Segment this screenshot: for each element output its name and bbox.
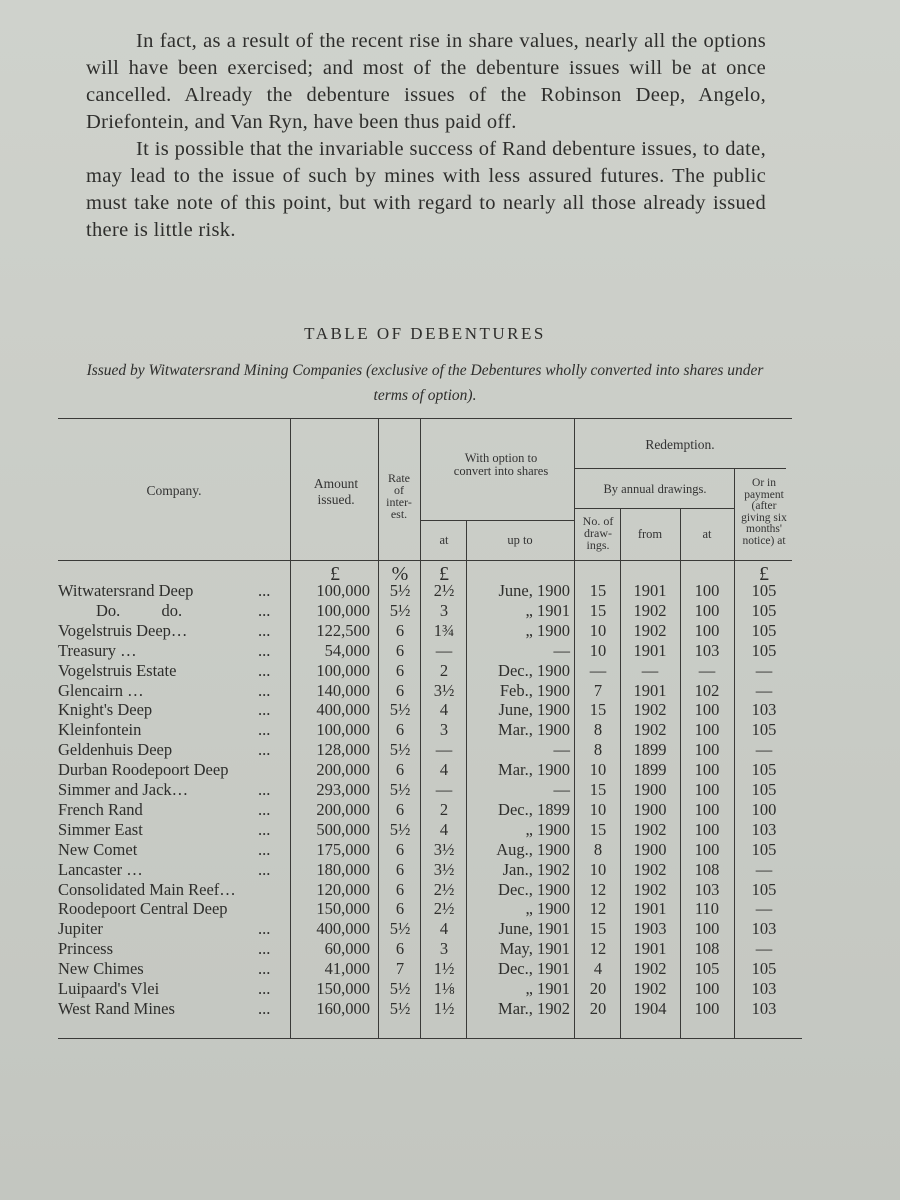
drawings-from-cell: 1902 <box>633 620 667 640</box>
header-at: at <box>439 533 449 547</box>
drawings-count-cell: 7 <box>593 680 603 700</box>
header-payment: Or in payment (after giving six months' notice) at <box>741 477 787 547</box>
option-upto-cell: „ 1901 <box>525 979 570 998</box>
drawings-from-cell: 1902 <box>633 959 667 979</box>
body-text <box>86 28 766 244</box>
rate-cell: 6 <box>395 859 405 879</box>
rate-cell: 6 <box>395 720 405 740</box>
company-cell: Vogelstruis Estate <box>58 660 177 680</box>
option-upto-cell: „ 1900 <box>525 899 570 919</box>
leader-dots: ... <box>258 581 271 600</box>
payment-cell: 105 <box>751 839 777 859</box>
payment-cell: 105 <box>751 600 777 620</box>
company-cell: Princess <box>58 939 113 959</box>
drawings-count-cell: 10 <box>589 760 607 780</box>
leader-dots: ... <box>258 859 271 879</box>
payment-cell: 103 <box>751 819 777 839</box>
redemption-at-cell: 100 <box>694 700 720 720</box>
redemption-at-cell: 100 <box>694 819 720 839</box>
company-cell: Roodepoort Central Deep <box>58 899 228 919</box>
unit-payment: £ <box>759 563 769 585</box>
amount-cell: 400,000 <box>316 919 370 939</box>
column-divider <box>420 418 421 1038</box>
company-cell: Knight's Deep <box>58 700 153 720</box>
rate-cell: 6 <box>395 799 405 819</box>
redemption-at-cell: 100 <box>694 620 720 640</box>
option-upto-cell: „ 1901 <box>525 600 570 620</box>
amount-cell: 100,000 <box>316 581 370 600</box>
header-no-drawings: No. of draw- ings. <box>582 514 614 552</box>
drawings-from-cell: 1902 <box>633 859 667 879</box>
company-cell: Geldenhuis Deep <box>58 740 173 760</box>
drawings-count-cell: 12 <box>589 939 607 959</box>
option-upto-cell: Mar., 1900 <box>498 760 570 780</box>
redemption-at-cell: 103 <box>694 879 720 899</box>
header-amount: Amount issued. <box>313 476 359 507</box>
option-upto-cell: Dec., 1900 <box>498 879 570 899</box>
option-at-cell: 1½ <box>433 998 455 1018</box>
drawings-from-cell: — <box>641 660 659 680</box>
payment-cell: 105 <box>751 760 777 780</box>
payment-cell: 105 <box>751 620 777 640</box>
column-divider <box>620 508 621 1038</box>
redemption-at-cell: 110 <box>694 899 720 919</box>
payment-cell: 103 <box>751 998 777 1018</box>
company-cell: Consolidated Main Reef… <box>58 879 236 899</box>
redemption-at-cell: 100 <box>694 720 720 740</box>
drawings-count-cell: 15 <box>589 919 607 939</box>
option-upto-cell: Mar., 1902 <box>498 998 570 1018</box>
company-cell: Lancaster … <box>58 859 143 879</box>
amount-cell: 175,000 <box>316 839 370 859</box>
header-annual-drawings: By annual drawings. <box>603 482 707 496</box>
company-cell: Vogelstruis Deep… <box>58 620 188 640</box>
drawings-from-cell: 1900 <box>633 799 667 819</box>
drawings-count-cell: 8 <box>593 720 603 740</box>
drawings-count-cell: 15 <box>589 600 607 620</box>
column-divider <box>680 508 681 1038</box>
company-cell: French Rand <box>58 799 143 819</box>
option-upto-cell: — <box>553 780 570 799</box>
redemption-at-cell: 108 <box>694 939 720 959</box>
payment-cell: 103 <box>751 919 777 939</box>
column-divider <box>734 468 735 1038</box>
rate-cell: 7 <box>395 959 405 979</box>
leader-dots: ... <box>258 919 271 939</box>
drawings-from-cell: 1900 <box>633 839 667 859</box>
drawings-from-cell: 1902 <box>633 720 667 740</box>
column-divider <box>466 520 467 1038</box>
company-cell: Luipaard's Vlei <box>58 979 160 998</box>
option-at-cell: 3½ <box>433 859 455 879</box>
redemption-at-cell: 100 <box>694 740 720 760</box>
drawings-from-cell: 1902 <box>633 879 667 899</box>
amount-cell: 200,000 <box>316 760 370 780</box>
amount-cell: 60,000 <box>324 939 370 959</box>
payment-cell: — <box>755 660 773 680</box>
rate-cell: 6 <box>395 620 405 640</box>
leader-dots: ... <box>258 640 271 660</box>
company-cell: Witwatersrand Deep <box>58 581 194 600</box>
drawings-count-cell: 12 <box>589 899 607 919</box>
drawings-from-cell: 1901 <box>633 680 667 700</box>
amount-cell: 100,000 <box>316 600 370 620</box>
header-option: With option to convert into shares <box>453 451 549 478</box>
payment-cell: 100 <box>751 799 777 819</box>
option-at-cell: 2 <box>439 660 449 680</box>
amount-cell: 293,000 <box>316 780 370 799</box>
rate-cell: 6 <box>395 879 405 899</box>
rate-cell: 5½ <box>389 979 411 998</box>
payment-cell: — <box>755 680 773 700</box>
drawings-count-cell: 20 <box>589 998 607 1018</box>
column-divider <box>574 418 575 1038</box>
drawings-from-cell: 1901 <box>633 581 667 600</box>
unit-amount: £ <box>330 563 340 585</box>
table-title: TABLE OF DEBENTURES <box>304 324 546 343</box>
option-upto-cell: Mar., 1900 <box>498 720 570 740</box>
drawings-from-cell: 1904 <box>633 998 667 1018</box>
option-upto-cell: May, 1901 <box>499 939 570 959</box>
leader-dots: ... <box>258 939 271 959</box>
header-upto: up to <box>507 533 533 547</box>
drawings-count-cell: 4 <box>593 959 603 979</box>
leader-dots: ... <box>258 680 271 700</box>
drawings-count-cell: 15 <box>589 780 607 799</box>
amount-cell: 160,000 <box>316 998 370 1018</box>
option-at-cell: — <box>435 780 453 799</box>
drawings-from-cell: 1902 <box>633 600 667 620</box>
redemption-at-cell: 100 <box>694 919 720 939</box>
drawings-count-cell: 12 <box>589 879 607 899</box>
option-at-cell: 4 <box>439 760 449 780</box>
payment-cell: 105 <box>751 780 777 799</box>
drawings-subrule <box>574 508 734 509</box>
option-upto-cell: June, 1900 <box>498 581 570 600</box>
leader-dots: ... <box>258 620 271 640</box>
leader-dots: ... <box>258 959 271 979</box>
rate-cell: 6 <box>395 680 405 700</box>
company-cell: Glencairn … <box>58 680 144 700</box>
option-at-cell: 4 <box>439 919 449 939</box>
redemption-at-cell: 100 <box>694 760 720 780</box>
redemption-at-cell: 103 <box>694 640 720 660</box>
option-at-cell: — <box>435 640 453 660</box>
option-at-cell: — <box>435 740 453 760</box>
leader-dots: ... <box>258 998 271 1018</box>
rate-cell: 5½ <box>389 700 411 720</box>
table-subtitle: Issued by Witwatersrand Mining Companies (exclusive of the Debentures wholly converted into shares under terms of option). <box>86 362 764 404</box>
leader-dots: ... <box>258 839 271 859</box>
drawings-count-cell: — <box>589 660 607 680</box>
company-cell: Kleinfontein <box>58 720 142 740</box>
company-cell: Simmer and Jack… <box>58 780 189 799</box>
rate-cell: 5½ <box>389 780 411 799</box>
drawings-count-cell: 20 <box>589 979 607 998</box>
option-at-cell: 3 <box>439 600 449 620</box>
redemption-at-cell: 105 <box>694 959 720 979</box>
option-upto-cell: Dec., 1901 <box>498 959 570 979</box>
rate-cell: 6 <box>395 899 405 919</box>
option-upto-cell: Jan., 1902 <box>502 859 570 879</box>
amount-cell: 150,000 <box>316 899 370 919</box>
option-upto-cell: Feb., 1900 <box>499 680 570 700</box>
leader-dots: ... <box>258 700 271 720</box>
redemption-subrule <box>574 468 786 469</box>
payment-cell: 105 <box>751 879 777 899</box>
option-at-cell: 2 <box>439 799 449 819</box>
option-at-cell: 4 <box>439 700 449 720</box>
payment-cell: 105 <box>751 720 777 740</box>
amount-cell: 140,000 <box>316 680 370 700</box>
payment-cell: 105 <box>751 581 777 600</box>
payment-cell: — <box>755 859 773 879</box>
redemption-at-cell: 100 <box>694 581 720 600</box>
option-at-cell: 3 <box>439 939 449 959</box>
drawings-from-cell: 1901 <box>633 640 667 660</box>
header-redemption: Redemption. <box>645 437 715 452</box>
option-at-cell: 2½ <box>433 879 455 899</box>
amount-cell: 150,000 <box>316 979 370 998</box>
drawings-from-cell: 1902 <box>633 979 667 998</box>
payment-cell: — <box>755 740 773 760</box>
company-cell: New Comet <box>58 839 138 859</box>
payment-cell: 103 <box>751 700 777 720</box>
option-upto-cell: „ 1900 <box>525 819 570 839</box>
drawings-from-cell: 1900 <box>633 780 667 799</box>
amount-cell: 54,000 <box>324 640 370 660</box>
company-cell: New Chimes <box>58 959 144 979</box>
table-top-rule <box>58 418 792 419</box>
option-upto-cell: Aug., 1900 <box>496 839 570 859</box>
payment-cell: — <box>755 899 773 919</box>
option-at-cell: 1½ <box>433 959 455 979</box>
drawings-count-cell: 15 <box>589 819 607 839</box>
rate-cell: 5½ <box>389 819 411 839</box>
rate-cell: 6 <box>395 640 405 660</box>
rate-cell: 5½ <box>389 581 411 600</box>
option-at-cell: 4 <box>439 819 449 839</box>
option-upto-cell: „ 1900 <box>525 620 570 640</box>
option-upto-cell: Dec., 1900 <box>498 660 570 680</box>
leader-dots: ... <box>258 660 271 680</box>
option-at-cell: 2½ <box>433 581 455 600</box>
redemption-at-cell: 100 <box>694 998 720 1018</box>
redemption-at-cell: 100 <box>694 780 720 799</box>
drawings-count-cell: 10 <box>589 640 607 660</box>
amount-cell: 180,000 <box>316 859 370 879</box>
company-cell: Simmer East <box>58 819 143 839</box>
option-upto-cell: — <box>553 740 570 760</box>
column-divider <box>378 418 379 1038</box>
leader-dots: ... <box>258 720 271 740</box>
rate-cell: 5½ <box>389 600 411 620</box>
header-redemption-at: at <box>702 527 712 541</box>
drawings-count-cell: 8 <box>593 839 603 859</box>
redemption-at-cell: 100 <box>694 799 720 819</box>
option-upto-cell: June, 1901 <box>498 919 570 939</box>
amount-cell: 128,000 <box>316 740 370 760</box>
drawings-from-cell: 1899 <box>633 740 667 760</box>
option-at-cell: 3½ <box>433 839 455 859</box>
unit-rate: % <box>391 563 409 585</box>
drawings-from-cell: 1903 <box>633 919 667 939</box>
option-upto-cell: — <box>553 640 570 660</box>
redemption-at-cell: 100 <box>694 600 720 620</box>
option-at-cell: 1⅛ <box>433 979 455 998</box>
leader-dots: ... <box>258 600 271 620</box>
rate-cell: 6 <box>395 760 405 780</box>
drawings-from-cell: 1902 <box>633 700 667 720</box>
drawings-from-cell: 1899 <box>633 760 667 780</box>
unit-at: £ <box>439 563 449 585</box>
leader-dots: ... <box>258 799 271 819</box>
option-at-cell: 3½ <box>433 680 455 700</box>
company-cell: Durban Roodepoort Deep <box>58 760 229 780</box>
leader-dots: ... <box>258 819 271 839</box>
rate-cell: 5½ <box>389 919 411 939</box>
amount-cell: 400,000 <box>316 700 370 720</box>
option-subrule <box>420 520 574 521</box>
amount-cell: 120,000 <box>316 879 370 899</box>
amount-cell: 200,000 <box>316 799 370 819</box>
redemption-at-cell: 102 <box>694 680 720 700</box>
drawings-from-cell: 1901 <box>633 939 667 959</box>
rate-cell: 6 <box>395 939 405 959</box>
leader-dots: ... <box>258 979 271 998</box>
payment-cell: 103 <box>751 979 777 998</box>
leader-dots: ... <box>258 740 271 760</box>
rate-cell: 6 <box>395 839 405 859</box>
option-upto-cell: June, 1900 <box>498 700 570 720</box>
redemption-at-cell: 108 <box>694 859 720 879</box>
drawings-from-cell: 1901 <box>633 899 667 919</box>
table-bottom-rule <box>58 1038 802 1039</box>
option-at-cell: 3 <box>439 720 449 740</box>
payment-cell: 105 <box>751 959 777 979</box>
amount-cell: 41,000 <box>324 959 370 979</box>
company-cell: Do. do. <box>96 600 183 620</box>
option-at-cell: 2½ <box>433 899 455 919</box>
option-upto-cell: Dec., 1899 <box>498 799 570 819</box>
paragraph-2: It is possible that the invariable success of Rand debenture issues, to date, may lead to the issue of such by mines with less assured futures. The public must take note of this point, but with regard to nearly all those already issued there is little risk. <box>86 138 766 241</box>
header-bottom-rule <box>58 560 792 561</box>
payment-cell: — <box>755 939 773 959</box>
company-cell: Treasury … <box>58 640 137 660</box>
redemption-at-cell: 100 <box>694 839 720 859</box>
rate-cell: 5½ <box>389 998 411 1018</box>
payment-cell: 105 <box>751 640 777 660</box>
drawings-count-cell: 15 <box>589 581 607 600</box>
redemption-at-cell: 100 <box>694 979 720 998</box>
header-from: from <box>637 527 663 541</box>
drawings-count-cell: 10 <box>589 859 607 879</box>
drawings-from-cell: 1902 <box>633 819 667 839</box>
drawings-count-cell: 8 <box>593 740 603 760</box>
drawings-count-cell: 10 <box>589 620 607 640</box>
redemption-at-cell: — <box>698 660 716 680</box>
rate-cell: 6 <box>395 660 405 680</box>
amount-cell: 100,000 <box>316 720 370 740</box>
header-company: Company. <box>146 483 202 498</box>
rate-cell: 5½ <box>389 740 411 760</box>
leader-dots: ... <box>258 780 271 799</box>
amount-cell: 100,000 <box>316 660 370 680</box>
company-cell: West Rand Mines <box>58 998 175 1018</box>
header-rate: Rate of inter- est. <box>386 471 412 521</box>
amount-cell: 500,000 <box>316 819 370 839</box>
column-divider <box>290 418 291 1038</box>
amount-cell: 122,500 <box>316 620 370 640</box>
drawings-count-cell: 15 <box>589 700 607 720</box>
paragraph-1: In fact, as a result of the recent rise in share values, nearly all the options will have been exercised; and most of the debenture issues will be at once cancelled. Already the debenture issues of the Robinson Deep, Angelo, Driefontein, and Van Ryn, have been thus paid off. <box>86 30 766 133</box>
option-at-cell: 1¾ <box>433 620 455 640</box>
company-cell: Jupiter <box>58 919 103 939</box>
drawings-count-cell: 10 <box>589 799 607 819</box>
